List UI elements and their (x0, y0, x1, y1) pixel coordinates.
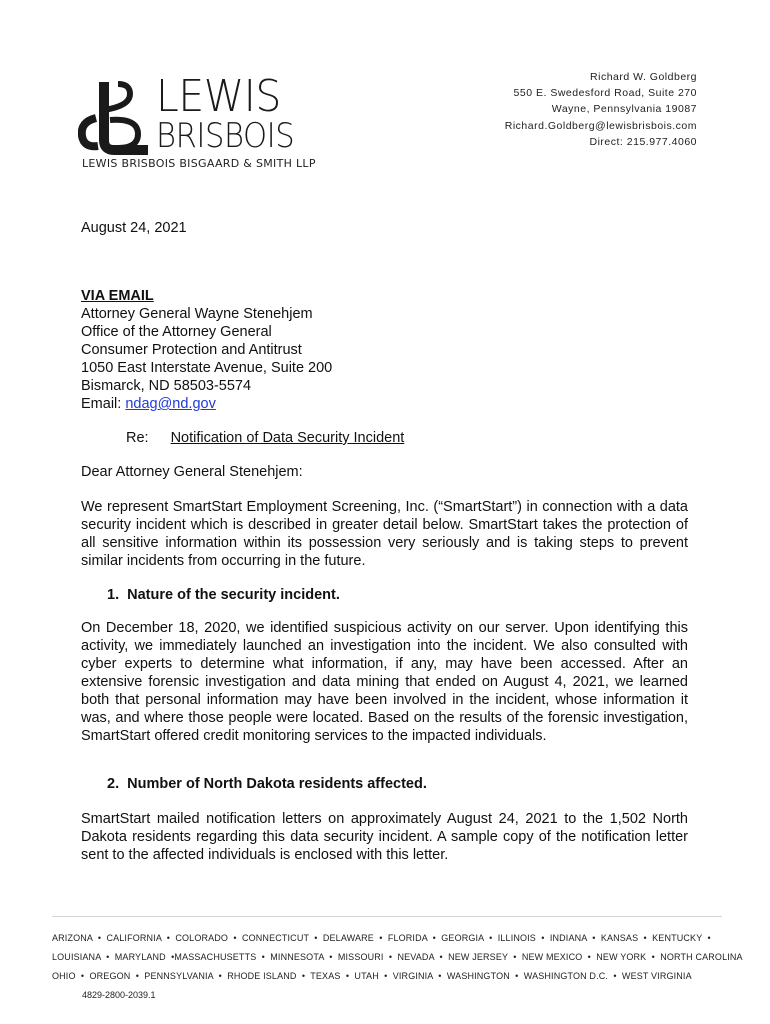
recipient-email-line (81, 395, 332, 413)
logo-wordmark-lewis: LEWIS (156, 71, 281, 122)
letter-date: August 24, 2021 (81, 220, 187, 236)
recipient-email-link[interactable]: ndag@nd.gov (125, 396, 216, 412)
intro-paragraph: We represent SmartStart Employment Screening, Inc. (“SmartStart”) in connection with a data security incident which is described in greater detail below. SmartStart takes the protection of all sensitive information within its possession very seriously and is taking steps to prevent similar incidents from occurring in the future. (81, 499, 688, 569)
re-line (126, 429, 404, 447)
recipient-name: Attorney General Wayne Stenehjem (81, 306, 313, 322)
recipient-address (81, 287, 332, 413)
logo-wordmark-brisbois: BRISBOIS (156, 116, 295, 156)
recipient-city: Bismarck, ND 58503-5574 (81, 378, 252, 394)
document-number: 4829-2800-2039.1 (82, 990, 156, 1000)
recipient-division: Consumer Protection and Antitrust (81, 342, 302, 358)
lewis-brisbois-logo-mark (78, 80, 150, 156)
re-label: Re: (126, 430, 149, 446)
logo-firm-name: LEWIS BRISBOIS BISGAARD & SMITH LLP (82, 157, 316, 170)
section-heading-residents: 2. Number of North Dakota residents affected. (107, 776, 427, 792)
sender-city: Wayne, Pennsylvania 19087 (551, 103, 697, 116)
salutation: Dear Attorney General Stenehjem: (81, 464, 303, 480)
sender-email: Richard.Goldberg@lewisbrisbois.com (504, 119, 697, 132)
sender-block (505, 69, 697, 150)
footer-states-line-1: ARIZONA • CALIFORNIA • COLORADO • CONNECTICUT • DELAWARE • FLORIDA • GEORGIA • ILLINOIS • INDIANA • KANSAS • KENTUCKY • (52, 933, 711, 943)
recipient-street: 1050 East Interstate Avenue, Suite 200 (81, 360, 333, 376)
sender-direct: Direct: 215.977.4060 (589, 135, 697, 148)
footer-states-line-2: LOUISIANA • MARYLAND •MASSACHUSETTS • MINNESOTA • MISSOURI • NEVADA • NEW JERSEY • NEW MEXICO • NEW YORK • NORTH CAROLINA (52, 952, 743, 962)
footer-states-line-3: OHIO • OREGON • PENNSYLVANIA • RHODE ISLAND • TEXAS • UTAH • VIRGINIA • WASHINGTON • WASHINGTON D.C. • WEST VIRGINIA (52, 971, 692, 981)
section-heading-nature: 1. Nature of the security incident. (107, 587, 340, 603)
nature-paragraph: On December 18, 2020, we identified suspicious activity on our server. Upon identifying this activity, we immediately launched an investigation into the incident. We also consulted with cyber experts to determine what information, if any, may have been accessed. After an extensive forensic investigation and data mining that ended on August 4, 2021, we learned both that personal information may have been involved in the incident, whose information it was, and where those people were located. Based on the results of the forensic investigation, SmartStart offered credit monitoring services to the impacted individuals. (81, 620, 688, 744)
sender-name: Richard W. Goldberg (590, 71, 697, 83)
footer-divider (52, 916, 722, 917)
re-subject: Notification of Data Security Incident (170, 430, 405, 446)
via-email-label: VIA EMAIL (81, 288, 154, 304)
residents-paragraph: SmartStart mailed notification letters on approximately August 24, 2021 to the 1,502 North Dakota residents regarding this data security incident. A sample copy of the notification letter sent to the affected individuals is enclosed with this letter. (81, 811, 688, 863)
recipient-office: Office of the Attorney General (81, 324, 272, 340)
recipient-email-label: Email: (81, 396, 126, 412)
sender-street: 550 E. Swedesford Road, Suite 270 (513, 87, 697, 100)
